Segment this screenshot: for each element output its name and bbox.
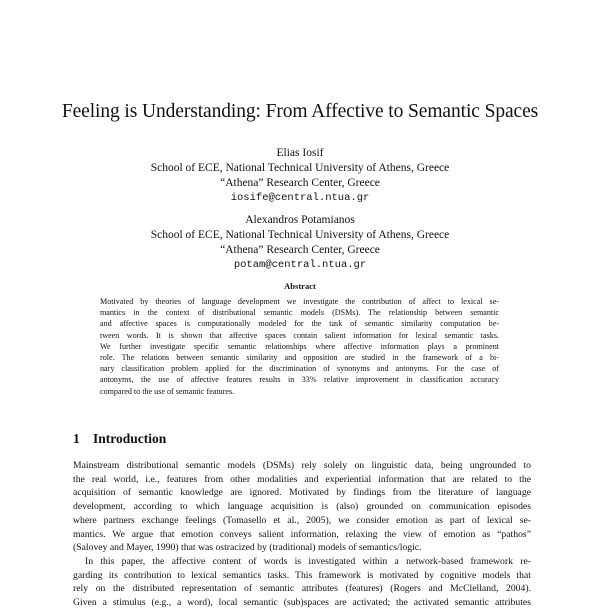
abstract-line: We further investigate specific semantic relationships where affective information plays a prominent xyxy=(100,341,499,351)
body-line: Mainstream distributional semantic models (DSMs) rely solely on linguistic data, being ungrounded to xyxy=(73,460,531,471)
section-body xyxy=(73,459,531,610)
abstract-body xyxy=(100,296,499,397)
abstract-line: compared to the use of semantic features. xyxy=(100,386,235,396)
abstract-heading: Abstract xyxy=(284,281,316,291)
author-name: Alexandros Potamianos xyxy=(245,214,355,226)
body-line: rely on the distributed representation of semantic attributes (features) (Rogers and McClelland, 2004). xyxy=(73,583,531,595)
body-line: (Salovey and Mayer, 1990) that was ostracized by (traditional) models of semantics/logic. xyxy=(73,542,422,554)
section-title: Introduction xyxy=(93,431,167,446)
body-line: acquisition of semantic knowledge are ignored. Motivated by findings from the literature of language xyxy=(73,487,531,499)
body-line: Given a stimulus (e.g., a word), local semantic (sub)spaces are activated; the activated semantic attributes xyxy=(73,597,531,609)
author-affiliation: School of ECE, National Technical University of Athens, Greece xyxy=(150,162,450,174)
body-line: development, according to which language acquisition is (also) grounded on communication episodes xyxy=(73,501,531,513)
author-affiliation: “Athena” Research Center, Greece xyxy=(220,177,380,189)
author-list xyxy=(0,146,600,273)
author-block xyxy=(0,146,600,206)
abstract-line: tween words. It is shown that affective spaces contain salient information for lexical semantic tasks. xyxy=(100,330,499,340)
abstract-line: role. The relations between semantic similarity and opposition are studied in the framework of a bi- xyxy=(100,353,499,363)
body-line: In this paper, the affective content of words is investigated within a network-based framework re- xyxy=(85,555,531,567)
author-block xyxy=(0,213,600,273)
section-number: 1 xyxy=(73,431,80,446)
author-affiliation: “Athena” Research Center, Greece xyxy=(220,244,380,256)
section-heading xyxy=(73,430,166,447)
abstract-line: and affective spaces is computationally modeled for the task of semantic similarity computation be- xyxy=(100,319,499,329)
author-name: Elias Iosif xyxy=(276,147,324,159)
author-affiliation: School of ECE, National Technical University of Athens, Greece xyxy=(150,229,450,241)
abstract-line: Motivated by theories of language development we investigate the contribution of affect to lexical se- xyxy=(100,297,499,306)
paper-title: Feeling is Understanding: From Affective to Semantic Spaces xyxy=(61,101,539,122)
abstract-line: nary classification problem applied for the discrimination of synonyms and antonyms. For the case of xyxy=(100,364,499,374)
body-line: mantics. We argue that emotion conveys salient information, relaxing the view of emotion as “pathos” xyxy=(73,528,531,540)
body-line: garding its contribution to lexical semantics tasks. This framework is motivated by cognitive models that xyxy=(73,569,531,581)
body-line: the real world, i.e., features from other modalities and experiential information that are related to the xyxy=(73,473,531,485)
author-email: potam@central.ntua.gr xyxy=(233,259,367,271)
body-line: where partners exchange feelings (Tomasello et al., 2005), we consider emotion as part of lexical se- xyxy=(73,514,531,526)
author-email: iosife@central.ntua.gr xyxy=(230,192,370,204)
abstract-line: mantics in the context of distributional semantic models (DSMs). The relationship between semantic xyxy=(100,308,499,318)
abstract-line: antonyms, the use of affective features results in 33% relative improvement in classification accuracy xyxy=(100,375,499,385)
